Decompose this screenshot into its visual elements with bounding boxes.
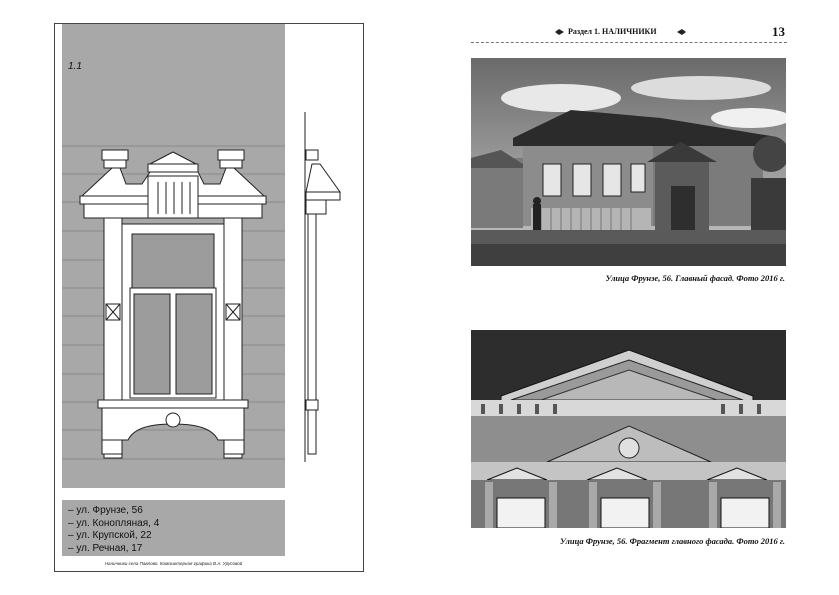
running-title: Раздел 1. НАЛИЧНИКИ bbox=[568, 27, 657, 36]
photo-caption: Улица Фрунзе, 56. Главный фасад. Фото 2016 г. bbox=[605, 273, 785, 283]
plate-number: 1.1 bbox=[68, 61, 82, 72]
photo-facade-fragment bbox=[471, 330, 786, 528]
address-item: – ул. Фрунзе, 56 bbox=[68, 505, 143, 516]
photo-main-facade bbox=[471, 58, 786, 266]
window-frame-drawing bbox=[62, 24, 285, 488]
address-list bbox=[68, 505, 159, 555]
address-item: – ул. Речная, 17 bbox=[68, 542, 143, 554]
address-item: – ул. Конопляная, 4 bbox=[68, 517, 160, 529]
drawing-credit: Наличники села Павлово. Компьютерная графика В.А. Урусовой bbox=[104, 561, 243, 566]
ornament-right-icon bbox=[676, 28, 687, 36]
drawing-panel bbox=[62, 24, 285, 488]
side-profile-drawing bbox=[300, 112, 346, 464]
ornament-left-icon bbox=[554, 28, 565, 36]
address-item: – ул. Крупской, 22 bbox=[68, 530, 152, 541]
page-number: 13 bbox=[772, 24, 785, 39]
photo-caption: Улица Фрунзе, 56. Фрагмент главного фасада. Фото 2016 г. bbox=[560, 536, 785, 546]
